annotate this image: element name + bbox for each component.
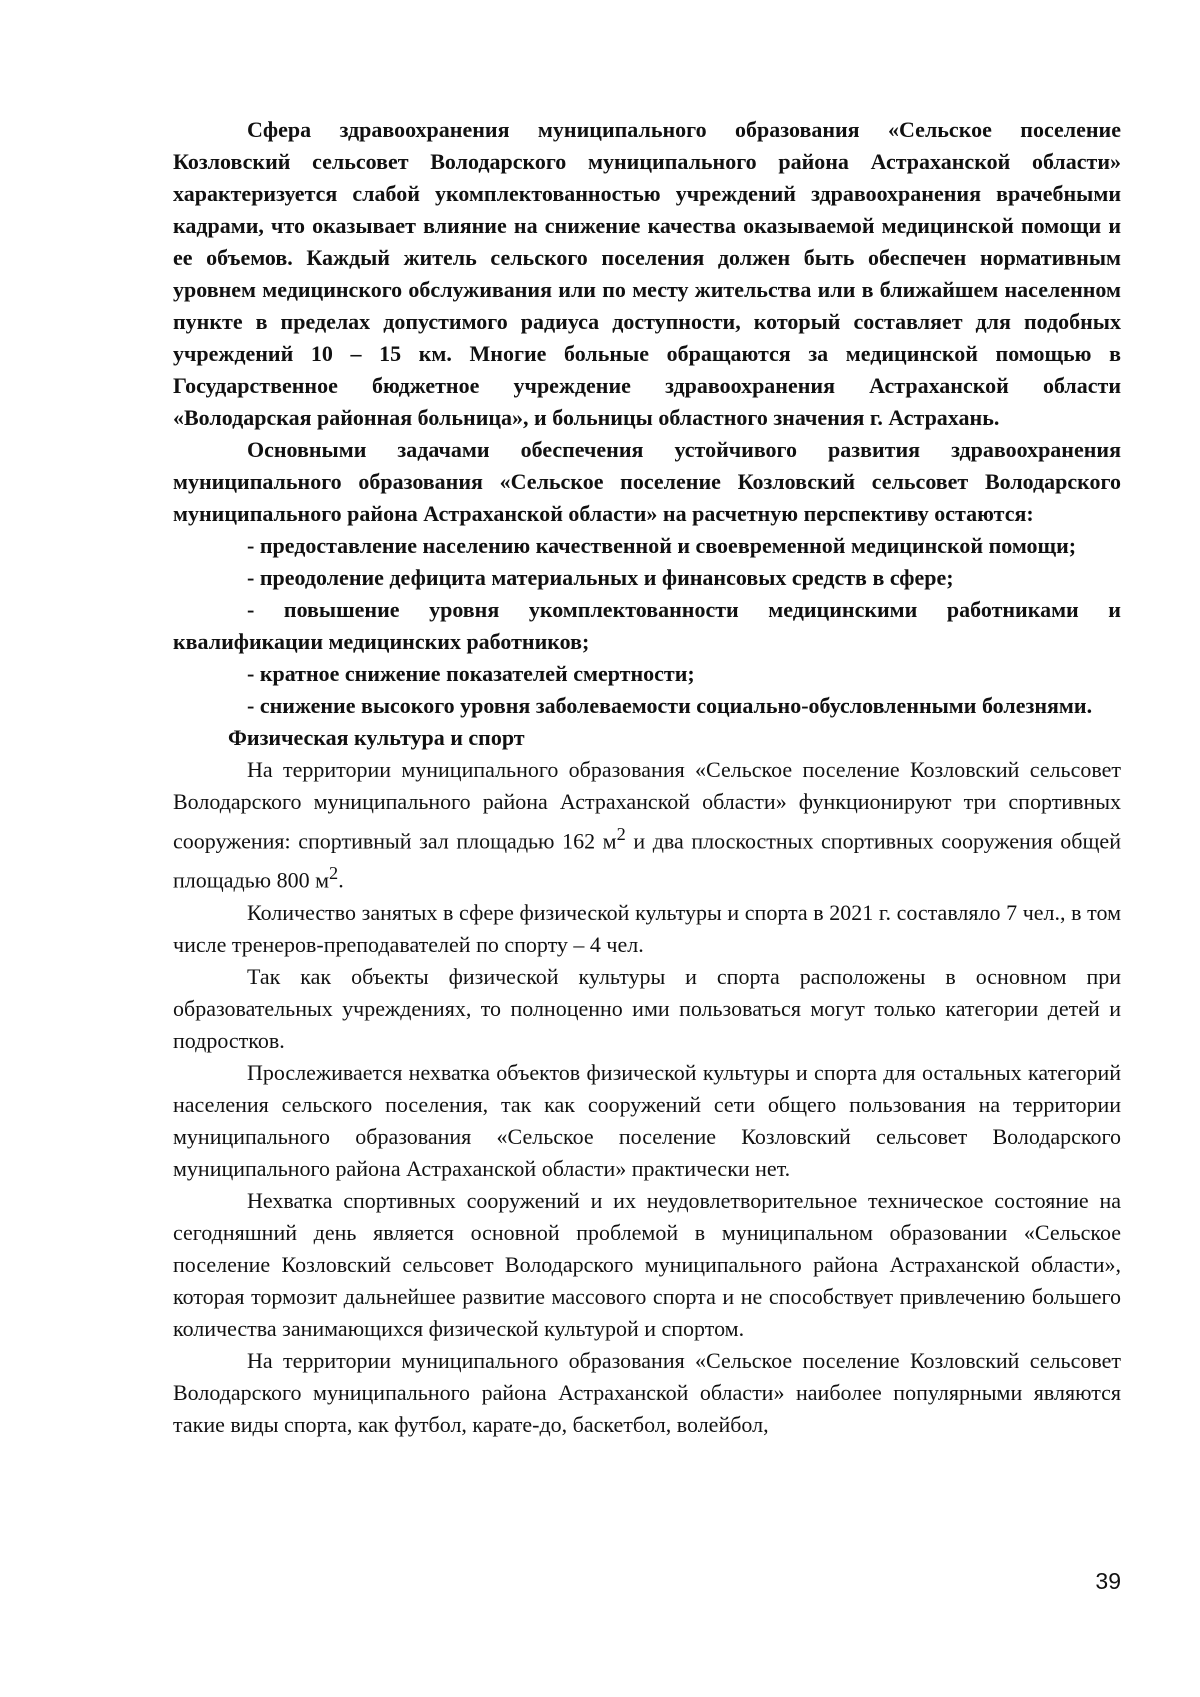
sport-paragraph-shortage: Прослеживается нехватка объектов физической культуры и спорта для остальных категорий населения сельского поселения, так как сооружений сети общего пользования на территории муниципального образования «Сельское поселение Козловский сельсовет Володарского муниципального района Астраханской области» практически нет.	[173, 1059, 1121, 1181]
section-heading-sport: Физическая культура и спорт	[228, 725, 525, 750]
sport-intro-text-3: .	[338, 867, 344, 893]
health-task-4: - кратное снижение показателей смертности;	[247, 661, 695, 686]
sport-intro-text-1: На территории муниципального образования «Сельское поселение Козловский сельсовет Володарского муниципального района Астраханской области» функционируют три спортивных сооружения: спортивный зал площадью 162 м	[173, 757, 1121, 854]
sport-paragraph-popular: На территории муниципального образования «Сельское поселение Козловский сельсовет Володарского муниципального района Астраханской области» наиболее популярными являются такие виды спорта, как футбол, карате-до, баскетбол, волейбол,	[173, 1347, 1121, 1437]
sport-intro-text-2: и два плоскостных спортивных сооружения общей площадью 800 м	[173, 828, 1121, 893]
sport-intro-paragraph	[173, 754, 1121, 897]
sport-paragraph-employment: Количество занятых в сфере физической культуры и спорта в 2021 г. составляло 7 чел., в том числе тренеров-преподавателей по спорту – 4 чел.	[173, 899, 1121, 957]
page-body	[173, 114, 1121, 1441]
health-paragraph-2: Основными задачами обеспечения устойчивого развития здравоохранения муниципального образования «Сельское поселение Козловский сельсовет Володарского муниципального района Астраханской области» на расчетную перспективу остаются:	[173, 437, 1121, 526]
health-task-3: - повышение уровня укомплектованности медицинскими работниками и квалификации медицинских работников;	[173, 597, 1121, 654]
superscript-2: 2	[329, 863, 339, 884]
health-task-2: - преодоление дефицита материальных и финансовых средств в сфере;	[247, 565, 954, 590]
sport-paragraph-problem: Нехватка спортивных сооружений и их неудовлетворительное техническое состояние на сегодняшний день является основной проблемой в муниципальном образовании «Сельское поселение Козловский сельсовет Володарского муниципального района Астраханской области», которая тормозит дальнейшее развитие массового спорта и не способствует привлечению большего количества занимающихся физической культурой и спортом.	[173, 1187, 1121, 1341]
health-task-5: - снижение высокого уровня заболеваемости социально-обусловленными болезнями.	[247, 693, 1093, 718]
superscript-2: 2	[616, 824, 626, 844]
health-task-1: - предоставление населению качественной и своевременной медицинской помощи;	[247, 533, 1077, 558]
health-paragraph-1: Сфера здравоохранения муниципального образования «Сельское поселение Козловский сельсовет Володарского муниципального района Астраханской области» характеризуется слабой укомплектованностью учреждений здравоохранения врачебными кадрами, что оказывает влияние на снижение качества оказываемой медицинской помощи и ее объемов. Каждый житель сельского поселения должен быть обеспечен нормативным уровнем медицинского обслуживания или по месту жительства или в ближайшем населенном пункте в пределах допустимого радиуса доступности, который составляет для подобных учреждений 10 – 15 км. Многие больные обращаются за медицинской помощью в Государственное бюджетное учреждение здравоохранения Астраханской области «Володарская районная больница», и больницы областного значения г. Астрахань.	[173, 117, 1121, 430]
sport-paragraph-facilities: Так как объекты физической культуры и спорта расположены в основном при образовательных учреждениях, то полноценно ими пользоваться могут только категории детей и подростков.	[173, 963, 1121, 1053]
page-number: 39	[1095, 1568, 1121, 1594]
